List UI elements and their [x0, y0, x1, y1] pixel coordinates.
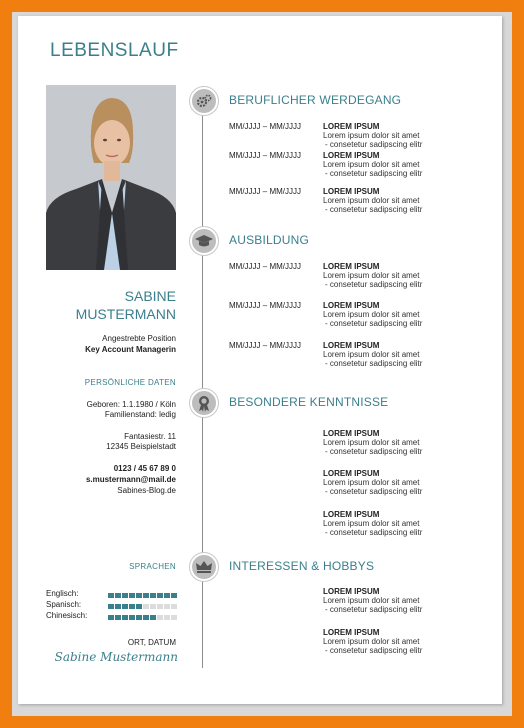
entry-line-2: - consetetur sadipscing elitr	[325, 205, 423, 214]
entry-title: LOREM IPSUM	[323, 429, 380, 438]
entry-title: LOREM IPSUM	[323, 122, 380, 131]
entry-title: LOREM IPSUM	[323, 262, 380, 271]
crown-icon	[190, 553, 218, 581]
first-name: SABINE	[124, 288, 176, 304]
entry-line-1: Lorem ipsum dolor sit amet	[323, 271, 420, 280]
email-link[interactable]: s.mustermann@mail.de	[85, 475, 176, 484]
entry-line-1: Lorem ipsum dolor sit amet	[323, 596, 420, 605]
section-title-career: BERUFLICHER WERDEGANG	[229, 93, 402, 107]
address-city: 12345 Beispielstadt	[106, 442, 176, 451]
language-name: Chinesisch:	[46, 611, 88, 620]
birth-info: Geboren: 1.1.1980 / Köln	[86, 400, 176, 409]
entry-line-1: Lorem ipsum dolor sit amet	[323, 637, 420, 646]
language-list	[46, 583, 181, 620]
section-title-education: AUSBILDUNG	[229, 233, 310, 247]
entry-date: MM/JJJJ – MM/JJJJ	[229, 301, 301, 310]
signature: Sabine Mustermann	[54, 650, 178, 664]
entry-line-2: - consetetur sadipscing elitr	[325, 169, 423, 178]
entry-line-1: Lorem ipsum dolor sit amet	[323, 310, 420, 319]
section-title-hobbies: INTERESSEN & HOBBYS	[229, 559, 375, 573]
level-square	[171, 615, 177, 620]
entry-title: LOREM IPSUM	[323, 301, 380, 310]
education-entry-3	[323, 341, 422, 368]
graduation-cap-icon	[190, 227, 218, 255]
position-value: Key Account Managerin	[85, 345, 176, 354]
career-entry-1	[323, 122, 422, 149]
entry-title: LOREM IPSUM	[323, 587, 380, 596]
level-square	[136, 615, 142, 620]
entry-line-1: Lorem ipsum dolor sit amet	[323, 519, 420, 528]
level-square	[164, 615, 170, 620]
entry-date: MM/JJJJ – MM/JJJJ	[229, 187, 301, 196]
level-square	[150, 615, 156, 620]
entry-title: LOREM IPSUM	[323, 469, 380, 478]
entry-date: MM/JJJJ – MM/JJJJ	[229, 341, 301, 350]
languages-heading: SPRACHEN	[129, 562, 176, 571]
level-square	[122, 615, 128, 620]
position-label: Angestrebte Position	[102, 334, 176, 343]
entry-title: LOREM IPSUM	[323, 628, 380, 637]
education-entry-1	[323, 262, 422, 289]
section-title-skills: BESONDERE KENNTNISSE	[229, 395, 389, 409]
entry-date: MM/JJJJ – MM/JJJJ	[229, 122, 301, 131]
award-icon	[190, 389, 218, 417]
skills-entry-2	[323, 469, 422, 496]
career-entry-2	[323, 151, 422, 178]
entry-line-2: - consetetur sadipscing elitr	[325, 447, 423, 456]
entry-line-2: - consetetur sadipscing elitr	[325, 319, 423, 328]
entry-line-1: Lorem ipsum dolor sit amet	[323, 160, 420, 169]
entry-title: LOREM IPSUM	[323, 151, 380, 160]
personal-data-heading: PERSÖNLICHE DATEN	[84, 378, 176, 387]
career-entry-3	[323, 187, 422, 214]
language-row-spanish	[46, 594, 181, 609]
entry-line-1: Lorem ipsum dolor sit amet	[323, 350, 420, 359]
entry-title: LOREM IPSUM	[323, 341, 380, 350]
entry-title: LOREM IPSUM	[323, 187, 380, 196]
level-square	[143, 615, 149, 620]
entry-line-2: - consetetur sadipscing elitr	[325, 359, 423, 368]
place-date: ORT, DATUM	[127, 638, 176, 647]
entry-line-1: Lorem ipsum dolor sit amet	[323, 131, 420, 140]
entry-line-1: Lorem ipsum dolor sit amet	[323, 438, 420, 447]
hobbies-entry-2	[323, 628, 422, 655]
entry-line-1: Lorem ipsum dolor sit amet	[323, 478, 420, 487]
page-title: LEBENSLAUF	[50, 40, 179, 61]
language-name: Spanisch:	[46, 600, 82, 609]
cv-page	[18, 16, 502, 704]
level-square	[157, 615, 163, 620]
entry-line-2: - consetetur sadipscing elitr	[325, 528, 423, 537]
entry-title: LOREM IPSUM	[323, 510, 380, 519]
entry-date: MM/JJJJ – MM/JJJJ	[229, 151, 301, 160]
skills-entry-3	[323, 510, 422, 537]
language-row-chinese	[46, 605, 181, 620]
profile-photo	[46, 85, 176, 270]
level-square	[129, 615, 135, 620]
last-name: MUSTERMANN	[75, 306, 176, 322]
education-entry-2	[323, 301, 422, 328]
skills-entry-1	[323, 429, 422, 456]
hobbies-entry-1	[323, 587, 422, 614]
address-street: Fantasiestr. 11	[124, 432, 176, 441]
language-name: Englisch:	[46, 589, 79, 598]
level-square	[115, 615, 121, 620]
blog-link[interactable]: Sabines-Blog.de	[117, 486, 176, 495]
entry-line-2: - consetetur sadipscing elitr	[325, 280, 423, 289]
gears-icon	[190, 87, 218, 115]
phone-number: 0123 / 45 67 89 0	[113, 464, 176, 473]
marital-status: Familienstand: ledig	[104, 410, 176, 419]
entry-line-1: Lorem ipsum dolor sit amet	[323, 196, 420, 205]
language-level-bar	[108, 607, 178, 625]
entry-date: MM/JJJJ – MM/JJJJ	[229, 262, 301, 271]
entry-line-2: - consetetur sadipscing elitr	[325, 605, 423, 614]
entry-line-2: - consetetur sadipscing elitr	[325, 646, 423, 655]
entry-line-2: - consetetur sadipscing elitr	[325, 487, 423, 496]
portrait-illustration	[46, 85, 176, 270]
entry-line-2: - consetetur sadipscing elitr	[325, 140, 423, 149]
language-row-english	[46, 583, 181, 598]
level-square	[108, 615, 114, 620]
